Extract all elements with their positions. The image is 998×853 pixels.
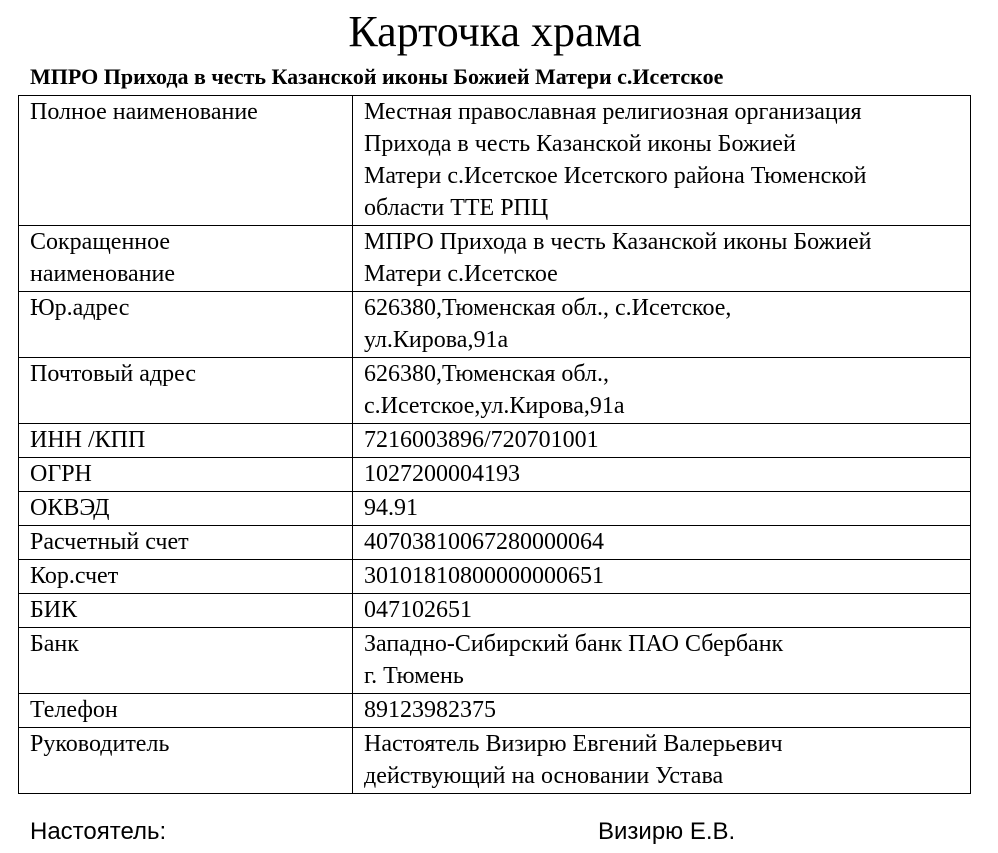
table-row <box>19 560 971 594</box>
row-label: Банк <box>19 628 353 694</box>
row-label: Телефон <box>19 694 353 728</box>
row-value: 047102651 <box>353 594 971 628</box>
row-value: 89123982375 <box>353 694 971 728</box>
row-value: 626380,Тюменская обл., с.Исетское,ул.Кирова,91а <box>353 358 971 424</box>
table-row <box>19 628 971 694</box>
table-row <box>19 728 971 794</box>
row-value: 7216003896/720701001 <box>353 424 971 458</box>
row-label: Полное наименование <box>19 96 353 226</box>
row-value: 1027200004193 <box>353 458 971 492</box>
row-label: Руководитель <box>19 728 353 794</box>
row-value: Местная православная религиозная организация Прихода в честь Казанской иконы Божией Матери с.Исетское Исетского района Тюменской области ТТЕ РПЦ <box>353 96 971 226</box>
table-row <box>19 292 971 358</box>
row-label: Сокращенное наименование <box>19 226 353 292</box>
row-value: Настоятель Визирю Евгений Валерьевич действующий на основании Устава <box>353 728 971 794</box>
row-label: Почтовый адрес <box>19 358 353 424</box>
signature-name: Визирю Е.В. <box>598 818 736 845</box>
page-title: Карточка храма <box>348 7 642 56</box>
row-value: 94.91 <box>353 492 971 526</box>
row-label: ОГРН <box>19 458 353 492</box>
row-label: ИНН /КПП <box>19 424 353 458</box>
table-row <box>19 424 971 458</box>
table-row <box>19 458 971 492</box>
row-value: МПРО Прихода в честь Казанской иконы Божией Матери с.Исетское <box>353 226 971 292</box>
table-row <box>19 594 971 628</box>
signature-label: Настоятель: <box>30 818 167 845</box>
row-label: Юр.адрес <box>19 292 353 358</box>
row-label: Расчетный счет <box>19 526 353 560</box>
table-row <box>19 492 971 526</box>
table-row <box>19 526 971 560</box>
table-row <box>19 694 971 728</box>
table-row <box>19 96 971 226</box>
row-label: Кор.счет <box>19 560 353 594</box>
table-row <box>19 226 971 292</box>
row-value: 626380,Тюменская обл., с.Исетское, ул.Кирова,91а <box>353 292 971 358</box>
table-row <box>19 358 971 424</box>
row-value: Западно-Сибирский банк ПАО Сбербанк г. Тюмень <box>353 628 971 694</box>
details-table <box>18 95 971 794</box>
row-value: 40703810067280000064 <box>353 526 971 560</box>
row-label: БИК <box>19 594 353 628</box>
row-value: 30101810800000000651 <box>353 560 971 594</box>
row-label: ОКВЭД <box>19 492 353 526</box>
organization-subtitle: МПРО Прихода в честь Казанской иконы Божией Матери с.Исетское <box>30 64 724 89</box>
